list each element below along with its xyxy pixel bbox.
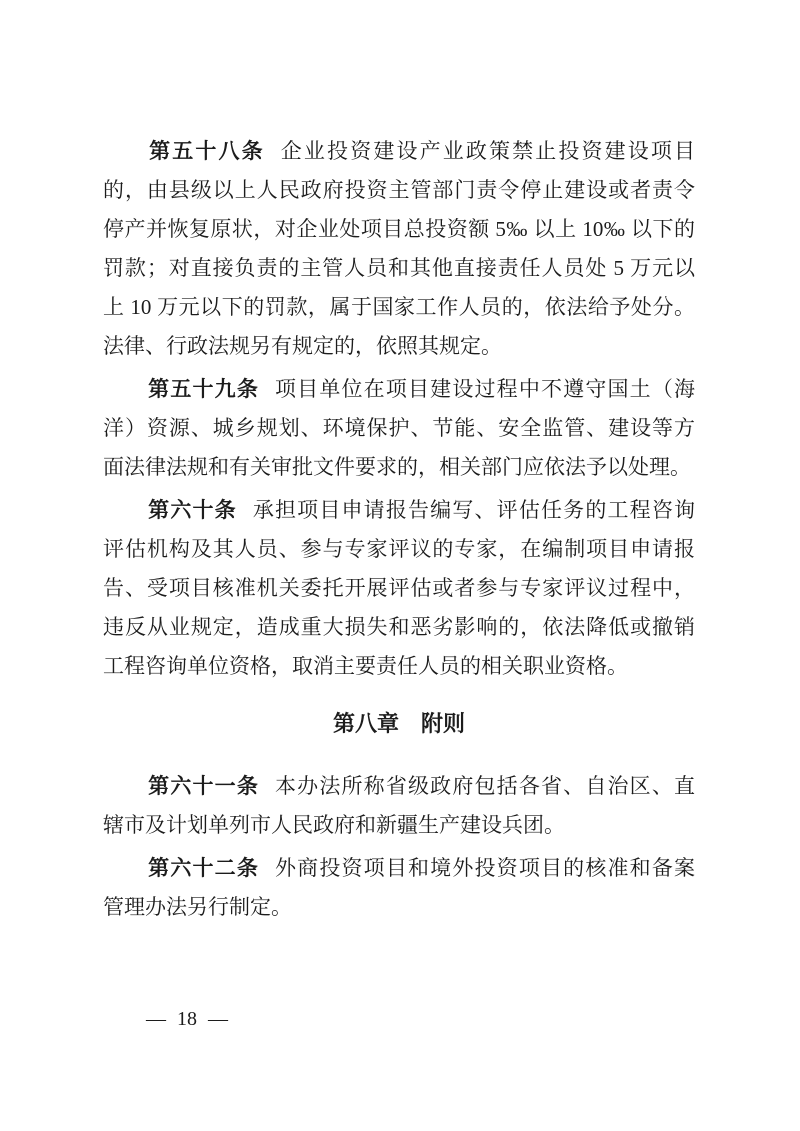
- text-line: 告、受项目核准机关委托开展评估或者参与专家评议过程中，: [103, 576, 695, 600]
- text-line: 工程咨询单位资格，取消主要责任人员的相关职业资格。: [103, 654, 628, 678]
- text-line: 的，由县级以上人民政府投资主管部门责令停止建设或者责令: [103, 178, 695, 202]
- text-line: 上 10 万元以下的罚款，属于国家工作人员的，依法给予处分。: [103, 295, 695, 319]
- first-line-indent: [103, 157, 147, 158]
- page-number: — 18 —: [146, 1008, 228, 1030]
- article-62-paragraph: [103, 849, 695, 927]
- article-61-paragraph: [103, 767, 695, 845]
- article-62-first-line-text: 外商投资项目和境外投资项目的核准和备案: [275, 856, 695, 880]
- text-line: [103, 491, 695, 530]
- article-60-first-line-text: 承担项目申请报告编写、评估任务的工程咨询: [252, 498, 696, 522]
- text-line: 停产并恢复原状，对企业处项目总投资额 5‰ 以上 10‰ 以下的: [103, 217, 695, 241]
- text-line: 面法律法规和有关审批文件要求的，相关部门应依法予以处理。: [103, 455, 691, 479]
- text-line: [103, 767, 695, 806]
- text-line: 管理办法另行制定。: [103, 895, 292, 919]
- article-62-number: 第六十二条: [147, 857, 259, 880]
- article-58-number: 第五十八条: [147, 140, 265, 163]
- article-61-first-line-text: 本办法所称省级政府包括各省、自治区、直: [275, 774, 695, 798]
- article-60-paragraph: [103, 491, 695, 686]
- text-line: 违反从业规定，造成重大损失和恶劣影响的，依法降低或撤销: [103, 615, 695, 639]
- text-line: 辖市及计划单列市人民政府和新疆生产建设兵团。: [103, 813, 565, 837]
- article-59-paragraph: [103, 370, 695, 487]
- text-line: 评估机构及其人员、参与专家评议的专家，在编制项目申请报: [103, 537, 695, 561]
- text-line: [103, 849, 695, 888]
- article-59-number: 第五十九条: [147, 378, 259, 401]
- first-line-indent: [103, 516, 147, 517]
- text-line: [103, 132, 695, 171]
- first-line-indent: [103, 792, 147, 793]
- article-59-first-line-text: 项目单位在项目建设过程中不遵守国土（海: [275, 377, 695, 401]
- first-line-indent: [103, 874, 147, 875]
- article-60-number: 第六十条: [147, 499, 237, 522]
- article-61-number: 第六十一条: [147, 775, 259, 798]
- document-body: [103, 132, 695, 927]
- text-line: [103, 370, 695, 409]
- text-line: 罚款；对直接负责的主管人员和其他直接责任人员处 5 万元以: [103, 256, 695, 280]
- text-line: 洋）资源、城乡规划、环境保护、节能、安全监管、建设等方: [103, 416, 695, 440]
- chapter-8-heading: 第八章 附则: [332, 711, 465, 736]
- article-58-paragraph: [103, 132, 695, 366]
- text-line: 法律、行政法规另有规定的，依照其规定。: [103, 334, 502, 358]
- article-58-first-line-text: 企业投资建设产业政策禁止投资建设项目: [280, 139, 696, 163]
- first-line-indent: [103, 395, 147, 396]
